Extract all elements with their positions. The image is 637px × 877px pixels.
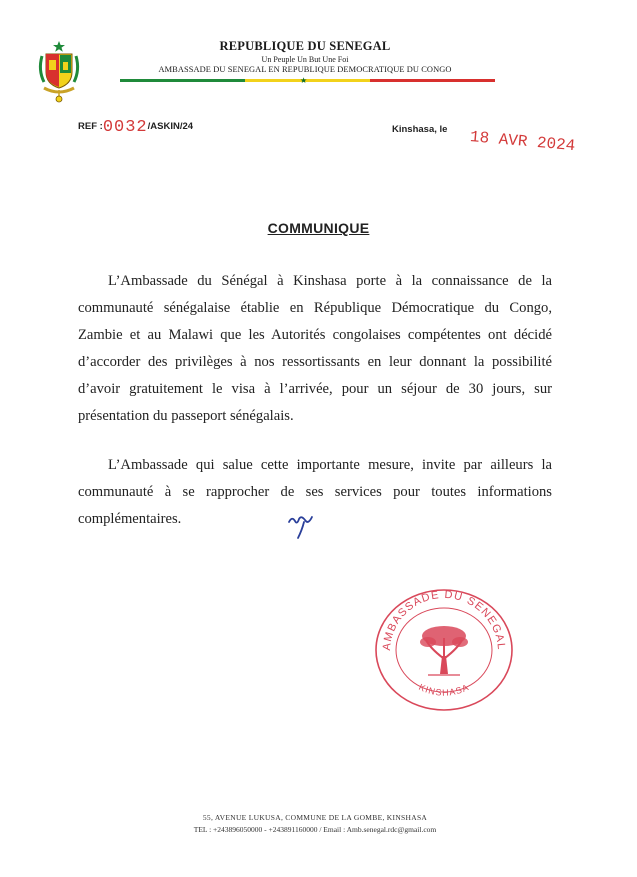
star-icon: ★ [300, 76, 308, 85]
flag-green-segment [120, 79, 245, 82]
embassy-stamp-icon [372, 586, 516, 712]
place-label: Kinshasa, le [392, 124, 448, 135]
reference-suffix: /ASKIN/24 [147, 121, 194, 132]
reference-prefix: REF : [78, 121, 103, 132]
body-paragraph: L’Ambassade qui salue cette importante mesure, invite par ailleurs la communauté à se rapprocher de ses services pour toutes informations complémentaires. [78, 457, 552, 527]
document-title: COMMUNIQUE [267, 220, 370, 236]
stamp-top-text: AMBASSADE DU SENEGAL [380, 588, 508, 652]
body-paragraph: L’Ambassade du Sénégal à Kinshasa porte à la connaissance de la communauté sénégalaise établie en République Démocratique du Congo, Zambie et au Malawi que les Autorités congolaises compétentes ont décidé d’accorder des privilèges à nos ressortissants en leur donnant la possibilité d’avoir gratuitement le visa à l’arrivée, pour un séjour de 30 jours, sur présentation du passeport sénégalais. [78, 273, 552, 424]
header-embassy: AMBASSADE DU SENEGAL EN REPUBLIQUE DEMOCRATIQUE DU CONGO [158, 65, 452, 74]
date-stamp: 18 AVR 2024 [469, 128, 577, 156]
reference-line [78, 118, 193, 137]
reference-number: 0032 [102, 118, 148, 137]
footer-contact: TEL : +243896050000 - +243891160000 / Email : Amb.senegal.rdc@gmail.com [193, 825, 437, 834]
flag-red-segment [370, 79, 495, 82]
coat-of-arms-icon [36, 40, 82, 104]
handwritten-initials-icon [286, 512, 320, 542]
stamp-bottom-text: KINSHASA [417, 681, 471, 698]
header-country: REPUBLIQUE DU SENEGAL [219, 39, 391, 53]
header-motto: Un Peuple Un But Une Foi [261, 55, 349, 64]
footer-address: 55, AVENUE LUKUSA, COMMUNE DE LA GOMBE, KINSHASA [202, 813, 428, 822]
flag-yellow-segment [245, 79, 370, 82]
svg-text:KINSHASA [417, 682, 470, 698]
flag-color-bar [120, 79, 495, 82]
